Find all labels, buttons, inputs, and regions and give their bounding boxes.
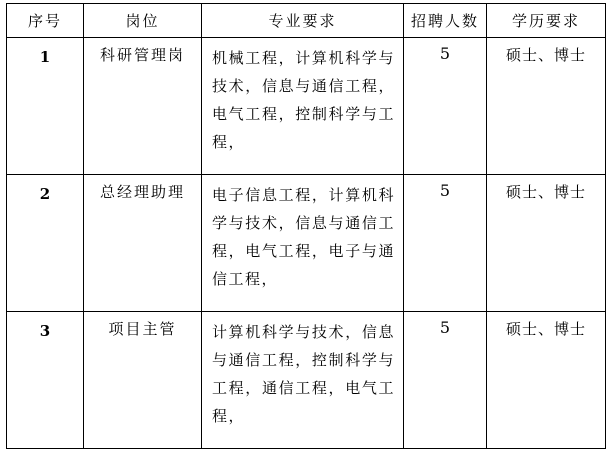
row-major: 计算机科学与技术，信息与通信工程，控制科学与工程，通信工程，电气工程，: [212, 323, 395, 425]
row-major: 机械工程，计算机科学与技术，信息与通信工程，电气工程，控制科学与工程，: [212, 49, 395, 151]
header-count: 招聘人数: [404, 4, 487, 38]
cell-education: [487, 38, 606, 175]
header-position: 岗位: [84, 4, 202, 38]
row-education: 硕士、博士: [505, 320, 586, 338]
header-major: 专业要求: [202, 4, 404, 38]
cell-major: [202, 175, 404, 312]
row-count: 5: [439, 44, 451, 63]
cell-major: [202, 312, 404, 449]
table-header: [7, 4, 606, 38]
cell-position: [84, 312, 202, 449]
row-number: 3: [39, 322, 51, 340]
row-education: 硕士、博士: [505, 46, 586, 64]
cell-number: [7, 175, 84, 312]
row-number: 2: [39, 185, 51, 203]
table-body: [7, 38, 606, 449]
header-row: [7, 4, 606, 38]
header-number: 序号: [7, 4, 84, 38]
cell-count: [404, 38, 487, 175]
table-row: [7, 38, 606, 175]
row-position: 总经理助理: [99, 183, 185, 201]
cell-count: [404, 312, 487, 449]
row-education: 硕士、博士: [505, 183, 586, 201]
recruitment-table: [6, 3, 606, 449]
cell-number: [7, 312, 84, 449]
cell-education: [487, 312, 606, 449]
table-row: [7, 175, 606, 312]
row-position: 项目主管: [108, 320, 177, 338]
cell-major: [202, 38, 404, 175]
row-count: 5: [439, 318, 451, 337]
cell-count: [404, 175, 487, 312]
row-position: 科研管理岗: [99, 46, 185, 64]
row-count: 5: [439, 181, 451, 200]
cell-education: [487, 175, 606, 312]
cell-number: [7, 38, 84, 175]
row-major: 电子信息工程，计算机科学与技术，信息与通信工程，电气工程，电子与通信工程，: [212, 186, 395, 288]
table-row: [7, 312, 606, 449]
header-education: 学历要求: [487, 4, 606, 38]
row-number: 1: [39, 48, 51, 66]
cell-position: [84, 38, 202, 175]
cell-position: [84, 175, 202, 312]
